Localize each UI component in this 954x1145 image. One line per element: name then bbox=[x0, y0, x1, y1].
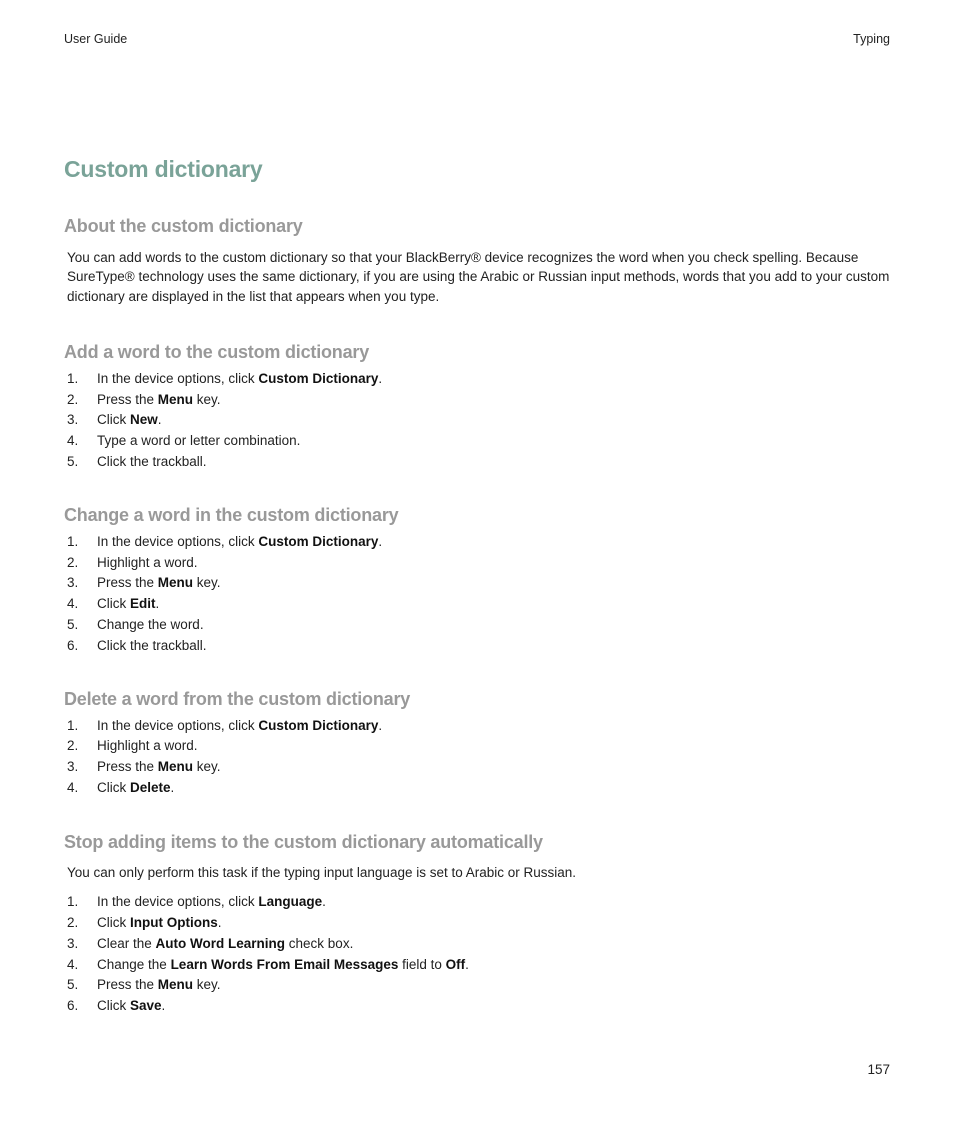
section-change-word bbox=[64, 503, 894, 657]
step-ui-term: Language bbox=[258, 894, 323, 910]
list-item bbox=[64, 892, 894, 913]
step-number: 3. bbox=[67, 935, 79, 951]
step-ui-term: Delete bbox=[130, 780, 171, 796]
step-text bbox=[97, 452, 207, 473]
list-item bbox=[64, 716, 894, 737]
section-heading: Stop adding items to the custom dictionary automatically bbox=[64, 831, 543, 852]
list-item bbox=[64, 736, 894, 757]
step-text bbox=[97, 913, 222, 934]
step-ui-term: Custom Dictionary bbox=[258, 533, 379, 549]
step-text bbox=[97, 532, 382, 553]
step-text bbox=[97, 615, 204, 636]
list-item bbox=[64, 975, 894, 996]
step-text-part: In the device options, click bbox=[97, 894, 259, 910]
step-text bbox=[97, 975, 221, 996]
step-text bbox=[97, 594, 159, 615]
page-content bbox=[64, 154, 894, 1017]
steps-list bbox=[64, 716, 894, 799]
step-number: 2. bbox=[67, 738, 79, 754]
list-item bbox=[64, 410, 894, 431]
step-text bbox=[97, 573, 221, 594]
page-title: Custom dictionary bbox=[64, 156, 263, 182]
step-ui-term: Menu bbox=[157, 759, 194, 775]
section-paragraph: You can add words to the custom dictionary so that your BlackBerry® device recognizes the word when you check spelling. Because SureType® technology uses the same dictionary, if you are using the Arabic or Russian input methods, words that you add to your custom dictionary are displayed in the list that appears when you type. bbox=[67, 250, 890, 304]
list-item bbox=[64, 913, 894, 934]
step-text-part: Press the bbox=[97, 759, 158, 775]
list-item bbox=[64, 757, 894, 778]
step-text bbox=[97, 636, 207, 657]
step-ui-term: Menu bbox=[157, 977, 194, 993]
step-text-part: . bbox=[378, 717, 383, 733]
section-heading: About the custom dictionary bbox=[64, 216, 303, 236]
step-text-part: Change the bbox=[97, 956, 171, 972]
step-ui-term: Input Options bbox=[130, 914, 218, 930]
section-delete-word bbox=[64, 687, 894, 799]
step-number: 3. bbox=[67, 412, 79, 428]
step-text-part: . bbox=[217, 914, 222, 930]
step-number: 4. bbox=[67, 780, 79, 796]
step-text-part: Click bbox=[97, 412, 130, 428]
section-heading: Delete a word from the custom dictionary bbox=[64, 688, 411, 709]
step-text-part: Click the trackball. bbox=[97, 454, 207, 470]
steps-list bbox=[64, 532, 894, 657]
step-text-part: In the device options, click bbox=[97, 717, 259, 733]
step-text-part: check box. bbox=[285, 935, 354, 951]
step-ui-term: Custom Dictionary bbox=[258, 717, 379, 733]
step-number: 2. bbox=[67, 554, 79, 570]
step-text bbox=[97, 369, 382, 390]
step-text-part: field to bbox=[398, 956, 446, 972]
list-item bbox=[64, 452, 894, 473]
section-heading: Change a word in the custom dictionary bbox=[64, 504, 399, 525]
step-text-part: . bbox=[170, 780, 175, 796]
step-text-part: Press the bbox=[97, 977, 158, 993]
step-text-part: Click bbox=[97, 914, 130, 930]
step-ui-term: Save bbox=[130, 998, 162, 1014]
step-number: 6. bbox=[67, 998, 79, 1014]
step-text-part: Click bbox=[97, 596, 130, 612]
step-text bbox=[97, 716, 382, 737]
step-text bbox=[97, 996, 165, 1017]
step-number: 5. bbox=[67, 617, 79, 633]
list-item bbox=[64, 934, 894, 955]
step-ui-term: Auto Word Learning bbox=[155, 935, 286, 951]
list-item bbox=[64, 431, 894, 452]
step-number: 1. bbox=[67, 370, 79, 386]
step-text-part: Click bbox=[97, 998, 130, 1014]
step-number: 4. bbox=[67, 596, 79, 612]
step-text-part: Highlight a word. bbox=[97, 738, 198, 754]
step-text-part: . bbox=[378, 370, 383, 386]
step-number: 6. bbox=[67, 637, 79, 653]
list-item bbox=[64, 996, 894, 1017]
step-text-part: . bbox=[322, 894, 326, 910]
step-text-part: key. bbox=[193, 575, 221, 591]
list-item bbox=[64, 573, 894, 594]
step-text bbox=[97, 934, 353, 955]
step-text bbox=[97, 390, 221, 411]
step-text-part: Click bbox=[97, 780, 130, 796]
step-text-part: key. bbox=[193, 977, 221, 993]
step-text-part: key. bbox=[193, 759, 221, 775]
list-item bbox=[64, 390, 894, 411]
step-ui-term: Edit bbox=[130, 596, 156, 612]
list-item bbox=[64, 532, 894, 553]
step-ui-term: Menu bbox=[157, 575, 194, 591]
step-ui-term: Learn Words From Email Messages bbox=[170, 956, 399, 972]
step-number: 5. bbox=[67, 454, 79, 470]
step-text bbox=[97, 778, 174, 799]
section-heading: Add a word to the custom dictionary bbox=[64, 341, 370, 362]
step-text-part: . bbox=[378, 533, 383, 549]
step-number: 4. bbox=[67, 433, 79, 449]
step-text-part: key. bbox=[193, 391, 221, 407]
step-number: 4. bbox=[67, 956, 79, 972]
step-text-part: . bbox=[157, 412, 162, 428]
step-number: 3. bbox=[67, 759, 79, 775]
section-stop-adding bbox=[64, 830, 894, 1017]
step-text-part: Click the trackball. bbox=[97, 637, 207, 653]
step-text-part: . bbox=[155, 596, 160, 612]
step-number: 1. bbox=[67, 533, 79, 549]
list-item bbox=[64, 594, 894, 615]
step-number: 1. bbox=[67, 894, 79, 910]
step-text bbox=[97, 431, 300, 452]
step-text-part: Press the bbox=[97, 391, 158, 407]
step-text-part: Type a word or letter combination. bbox=[97, 433, 301, 449]
step-number: 5. bbox=[67, 977, 79, 993]
list-item bbox=[64, 778, 894, 799]
section-add-word bbox=[64, 340, 894, 473]
list-item bbox=[64, 615, 894, 636]
step-text bbox=[97, 410, 162, 431]
step-text-part: In the device options, click bbox=[97, 370, 259, 386]
step-ui-term: Custom Dictionary bbox=[258, 370, 379, 386]
step-text bbox=[97, 892, 326, 913]
step-number: 1. bbox=[67, 717, 79, 733]
step-number: 2. bbox=[67, 391, 79, 407]
steps-list bbox=[64, 369, 894, 473]
step-ui-term: New bbox=[130, 412, 158, 428]
list-item bbox=[64, 636, 894, 657]
list-item bbox=[64, 553, 894, 574]
step-text-part: Highlight a word. bbox=[97, 554, 198, 570]
step-number: 2. bbox=[67, 914, 79, 930]
page-number: 157 bbox=[867, 1062, 890, 1077]
step-text-part: . bbox=[465, 956, 469, 972]
step-text-part: Press the bbox=[97, 575, 158, 591]
section-paragraph: You can only perform this task if the typing input language is set to Arabic or Russian. bbox=[67, 864, 577, 880]
step-ui-term: Off bbox=[445, 956, 466, 972]
header-right: Typing bbox=[853, 32, 890, 46]
step-text bbox=[97, 736, 198, 757]
step-text-part: In the device options, click bbox=[97, 533, 259, 549]
step-ui-term: Menu bbox=[157, 391, 194, 407]
list-item bbox=[64, 369, 894, 390]
step-number: 3. bbox=[67, 575, 79, 591]
step-text bbox=[97, 757, 221, 778]
step-text bbox=[97, 955, 469, 976]
step-text-part: . bbox=[161, 998, 166, 1014]
steps-list bbox=[64, 892, 894, 1017]
step-text-part: Change the word. bbox=[97, 617, 204, 633]
list-item bbox=[64, 955, 894, 976]
section-about bbox=[64, 214, 894, 306]
step-text bbox=[97, 553, 198, 574]
step-text-part: Clear the bbox=[97, 935, 156, 951]
running-header bbox=[64, 32, 890, 46]
header-left: User Guide bbox=[64, 32, 128, 46]
